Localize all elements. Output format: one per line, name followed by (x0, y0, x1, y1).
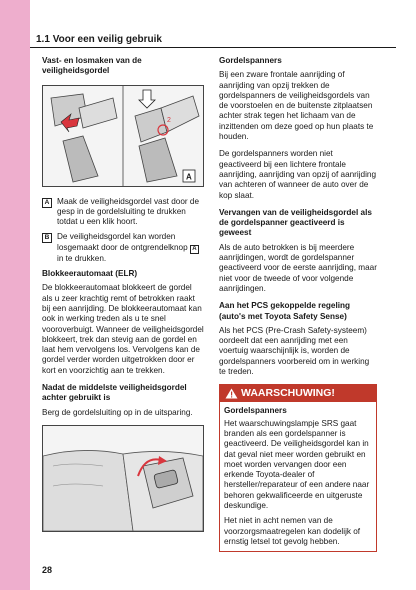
rear-seat-drawing (43, 426, 203, 531)
caption-b-tail: in te drukken. (57, 253, 107, 263)
heading-replace-belt: Vervangen van de veiligheidsgordel als de gordelspanner geactiveerd is geweest (219, 207, 372, 238)
paragraph-pretensioners-2: De gordelspanners worden niet geactiveerd bij een lichtere frontale aanrijding, aanrijding van opzij of aanrijding van achteren of wanneer de auto over de kop slaat. (219, 149, 377, 200)
figure-arrow-number: 2 (167, 116, 171, 124)
caption-b-text: De veiligheidsgordel kan worden losgemaakt door de ontgrendelknop (57, 232, 188, 252)
warning-box (219, 384, 377, 552)
rear-seat-buckle-illustration (42, 425, 204, 532)
heading-elr: Blokkeerautomaat (ELR) (42, 269, 138, 279)
heading-pcs: Aan het PCS gekoppelde regeling (auto's met Toyota Safety Sense) (219, 301, 351, 321)
seatbelt-buckle-drawing (43, 86, 203, 186)
warning-paragraph-1: Het waarschuwingslampje SRS gaat branden als een gordelspanner is geactiveerd. De veiligheidsgordel kan in dat geval niet meer worden gebruikt en moet worden vervangen door een erkende Toyota-dealer of hersteller/reparateur of een andere naar behoren gekwalificeerde en uitgeruste deskundige. (224, 418, 370, 510)
page-number: 28 (42, 565, 53, 575)
caption-b-body (57, 232, 204, 264)
heading-pretensioners: Gordelspanners (219, 56, 282, 65)
caption-a-letter: A (42, 198, 52, 208)
heading-middle-belt: Nadat de middelste veiligheidsgordel achter gebruikt is (42, 383, 187, 403)
section-title: Voor een veilig gebruik (52, 34, 162, 45)
paragraph-pcs: Als het PCS (Pre-Crash Safety-systeem) oordeelt dat een aanrijding met een voertuig waarschijnlijk is, worden de gordelspanners voorbereid om in werking te treden. (219, 325, 370, 377)
seatbelt-buckle-illustration (42, 85, 204, 187)
right-column (219, 56, 377, 552)
warning-title: WAARSCHUWING! (241, 387, 335, 400)
section-header (30, 33, 396, 48)
warning-body (220, 402, 376, 551)
paragraph-elr: De blokkeerautomaat blokkeert de gordel als u zeer krachtig remt of betrokken raakt bij een aanrijding. De blokkeerautomaat kan ook in werking treden als u te snel vooroverbuigt. Wanneer de veiligheidsgordel blokkeert, trek dan stevig aan de gordel en laat hem vervolgens los. Vervolgens kan de gordel verder worden uitgetrokken door er kort en voorzichtig aan te trekken. (42, 283, 204, 375)
figure-letter-label: A (186, 172, 192, 182)
warning-title-bar (220, 385, 376, 402)
left-column (42, 56, 204, 532)
warning-triangle-icon (225, 388, 238, 399)
caption-b-inline-letter: A (190, 245, 199, 254)
heading-fasten-unfasten: Vast- en losmaken van de veiligheidsgordel (42, 56, 142, 76)
paragraph-store-buckle: Berg de gordelsluiting op in de uitsparing. (42, 407, 193, 417)
caption-a-text: Maak de veiligheidsgordel vast door de gesp in de gordelsluiting te drukken totdat u een klik hoort. (57, 196, 200, 227)
paragraph-pretensioners-1: Bij een zware frontale aanrijding of aanrijding van opzij trekken de gordelspanners de veiligheidsgordels van de voorstoelen en de buitenste zitplaatsen achter strak tegen het lichaam van de inzittenden om deze goed op hun plaats te houden. (219, 70, 374, 142)
chapter-tab-strip (0, 0, 30, 590)
caption-a (42, 197, 204, 228)
warning-heading: Gordelspanners (224, 406, 287, 416)
caption-b (42, 232, 204, 264)
paragraph-replace-belt: Als de auto betrokken is bij meerdere aanrijdingen, wordt de gordelspanner geactiveerd voor de eerste aanrijding, maar niet voor de tweede of voor volgende aanrijdingen. (219, 242, 377, 293)
warning-paragraph-2: Het niet in acht nemen van de voorzorgsmaatregelen kan dodelijk of ernstig letsel tot gevolg hebben. (224, 516, 361, 546)
section-number: 1.1 (36, 34, 50, 45)
caption-b-letter: B (42, 233, 52, 243)
